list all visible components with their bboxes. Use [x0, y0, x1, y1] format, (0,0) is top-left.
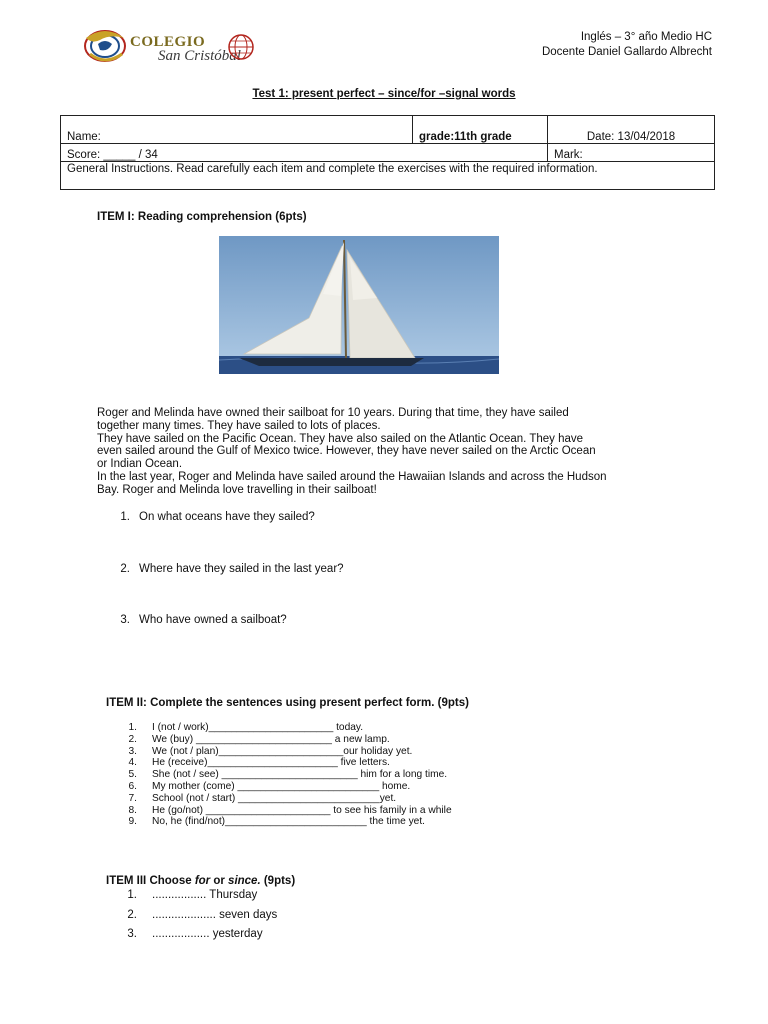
sentence-item[interactable]: 7. School (not / start) _________________________yet.: [128, 792, 397, 804]
item2-heading: ITEM II: Complete the sentences using present perfect form. (9pts): [106, 697, 469, 709]
school-logo: [80, 26, 260, 72]
name-field[interactable]: Name:: [61, 116, 413, 144]
sentence-item[interactable]: 5. She (not / see) ________________________ him for a long time.: [128, 769, 448, 781]
passage-line: Bay. Roger and Melinda love travelling in their sailboat!: [97, 483, 377, 496]
passage-line: even sailed around the Gulf of Mexico twice. However, they have never sailed on the Arctic Ocean: [97, 445, 596, 458]
sentence-item[interactable]: 1. I (not / work)______________________ today.: [128, 722, 364, 733]
passage-line: In the last year, Roger and Melinda have sailed around the Hawaiian Islands and across the Hudson: [97, 470, 607, 483]
sentence-item[interactable]: 3. We (not / plan)______________________our holiday yet.: [128, 745, 413, 757]
present-perfect-sentences: [122, 722, 452, 828]
reading-passage: [97, 407, 717, 497]
question-text: Who have owned a sailboat?: [139, 614, 287, 626]
course-info: [542, 30, 712, 60]
school-name-top: COLEGIO: [130, 34, 206, 50]
passage-line: or Indian Ocean.: [97, 458, 183, 471]
mark-field[interactable]: Mark:: [548, 144, 715, 162]
globe-icon: [226, 32, 256, 62]
school-name-script: San Cristóbal: [158, 48, 241, 64]
teacher-line: Docente Daniel Gallardo Albrecht: [541, 46, 712, 58]
sentence-item[interactable]: 6. My mother (come) _________________________ home.: [128, 780, 411, 792]
question-text: On what oceans have they sailed?: [139, 511, 315, 523]
question-item: 1. On what oceans have they sailed?: [120, 511, 315, 523]
subject-line: Inglés – 3° año Medio HC: [580, 31, 712, 43]
sentence-item[interactable]: 4. He (receive)_______________________ five letters.: [128, 757, 390, 769]
passage-line: They have sailed on the Pacific Ocean. They have also sailed on the Atlantic Ocean. They have: [97, 432, 584, 445]
question-text: Where have they sailed in the last year?: [139, 563, 344, 575]
item3-heading: ITEM III Choose for or since. (9pts): [106, 875, 296, 887]
for-since-item[interactable]: 3. .................. yesterday: [127, 928, 263, 940]
sentence-item[interactable]: 9. No, he (find/not)_________________________ the time yet.: [128, 816, 426, 828]
for-since-item[interactable]: 2. .................... seven days: [127, 908, 278, 921]
grade-cell: grade:11th grade: [413, 116, 548, 144]
score-field[interactable]: Score: _____ / 34: [61, 144, 548, 162]
sentence-item[interactable]: 8. He (go/not) ______________________ to see his family in a while: [128, 804, 452, 816]
passage-line: Roger and Melinda have owned their sailboat for 10 years. During that time, they have sailed: [97, 407, 569, 419]
for-since-item[interactable]: 1. ................. Thursday: [127, 889, 258, 901]
general-instructions: General Instructions. Read carefully each item and complete the exercises with the required information.: [61, 162, 715, 190]
passage-line: together many times. They have sailed to lots of places.: [97, 419, 381, 432]
for-since-items: [122, 886, 277, 945]
item1-heading: ITEM I: Reading comprehension (6pts): [97, 211, 307, 223]
sailboat-image: [219, 236, 499, 374]
question-item: 3. Who have owned a sailboat?: [120, 614, 287, 626]
test-title: Test 1: present perfect – since/for –signal words: [252, 88, 516, 100]
sentence-item[interactable]: 2. We (buy) ________________________ a new lamp.: [128, 733, 390, 745]
date-cell: Date: 13/04/2018: [548, 116, 715, 144]
student-info-table: [60, 115, 715, 190]
question-item: 2. Where have they sailed in the last year?: [120, 563, 344, 575]
